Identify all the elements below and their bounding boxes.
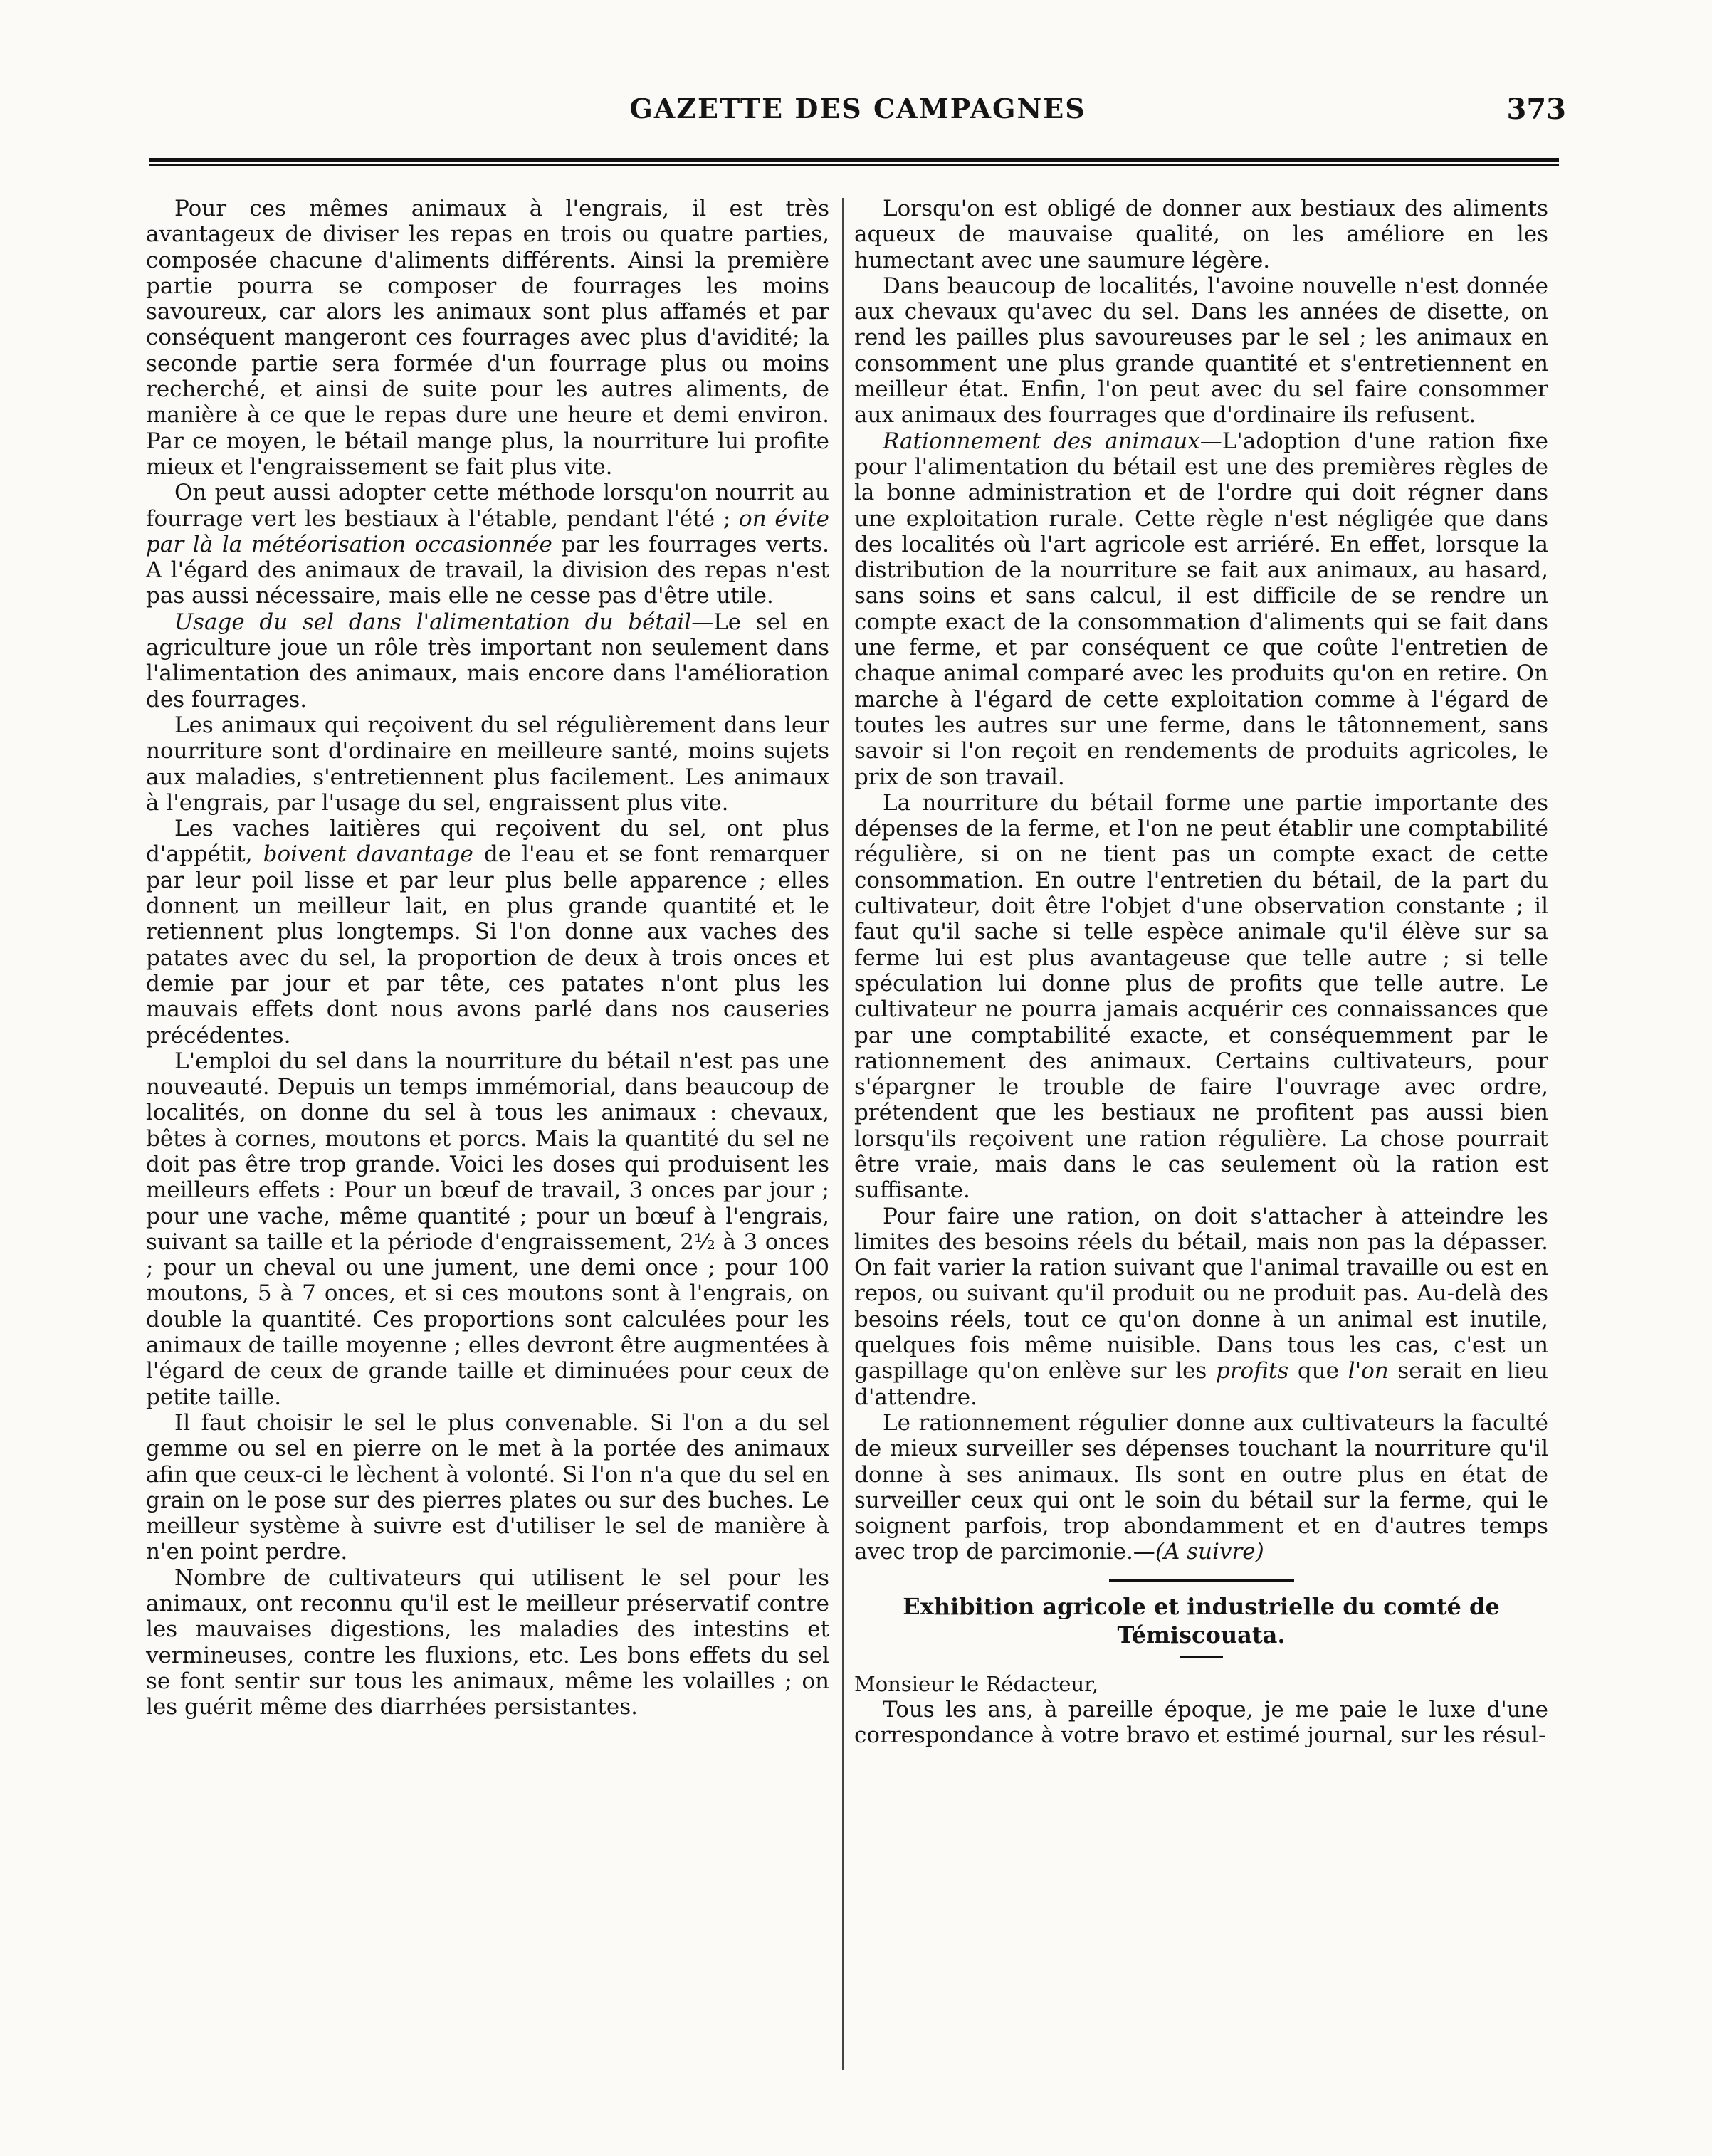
header-double-rule [149, 158, 1559, 166]
paragraph: Usage du sel dans l'alimentation du bétail—Le sel en agriculture joue un rôle très important non seulement dans l'alimentation des animaux, mais encore dans l'amélioration des fourrages. [146, 609, 829, 712]
right-column [854, 196, 1548, 2088]
paragraph: On peut aussi adopter cette méthode lorsqu'on nourrit au fourrage vert les bestiaux à l'étable, pendant l'été ; on évite par là la météorisation occasionnée par les fourrages verts. A l'égard des animaux de travail, la division des repas n'est pas aussi nécessaire, mais elle ne cesse pas d'être utile. [146, 480, 830, 609]
paragraph: L'emploi du sel dans la nourriture du bétail n'est pas une nouveauté. Depuis un temps immémorial, dans beaucoup de localités, on donne du sel à tous les animaux : chevaux, bêtes à cornes, moutons et porcs. Mais la quantité du sel ne doit pas être trop grande. Voici les doses qui produisent les meilleurs effets : Pour un bœuf de travail, 3 onces par jour ; pour une vache, même quantité ; pour un bœuf à l'engrais, suivant sa taille et la période d'engraissement, 2½ à 3 onces ; pour un cheval ou une jument, une demi once ; pour 100 moutons, 5 à 7 onces, et si ces moutons sont à l'engrais, on double la quantité. Ces proportions sont calculées pour les animaux de taille moyenne ; elles devront être augmentées à l'égard de ceux de grande taille et diminuées pour ceux de petite taille. [146, 1048, 829, 1410]
paragraph: Nombre de cultivateurs qui utilisent le sel pour les animaux, ont reconnu qu'il est le meilleur préservatif contre les mauvaises digestions, les maladies des intestins et vermineuses, contre les fluxions, etc. Les bons effets du sel se font sentir sur tous les animaux, même les volailles ; on les guérit même des diarrhées persistantes. [146, 1565, 829, 1720]
salutation: Monsieur le Rédacteur, [854, 1671, 1099, 1696]
section-run-in-title: Usage du sel dans l'alimentation du bétail [174, 609, 692, 635]
page-title: GAZETTE DES CAMPAGNES [629, 93, 1086, 125]
paragraph: Les animaux qui reçoivent du sel régulièrement dans leur nourriture sont d'ordinaire en meilleure santé, moins sujets aux maladies, s'entretiennent plus facilement. Les animaux à l'engrais, par l'usage du sel, engraissent plus vite. [146, 712, 829, 816]
paragraph: Pour ces mêmes animaux à l'engrais, il est très avantageux de diviser les repas en trois ou quatre parties, composée chacune d'aliments différents. Ainsi la première partie pourra se composer de fourrages les moins savoureux, car alors les animaux sont plus affamés et par conséquent mangeront ces fourrages avec plus d'avidité; la seconde partie sera formée d'un fourrage plus ou moins recherché, et ainsi de suite pour les autres aliments, de manière à ce que le repas dure une heure et demi environ. Par ce moyen, le bétail mange plus, la nourriture lui profite mieux et l'engraissement se fait plus vite. [146, 196, 829, 480]
paragraph: Les vaches laitières qui reçoivent du sel, ont plus d'appétit, boivent davantage de l'eau et se font remarquer par leur poil lisse et par leur plus belle apparence ; elles donnent un meilleur lait, en plus grande quantité et le retiennent plus longtemps. Si l'on donne aux vaches des patates avec du sel, la proportion de deux à trois onces et demie par jour et par tête, ces patates n'ont plus les mauvais effets dont nous avons parlé dans nos causeries précédentes. [146, 816, 829, 1048]
paragraph: Tous les ans, à pareille époque, je me paie le luxe d'une correspondance à votre bravo et estimé journal, sur les résul- [854, 1697, 1548, 1749]
paragraph: Rationnement des animaux—L'adoption d'une ration fixe pour l'alimentation du bétail est une des premières règles de la bonne administration et de l'ordre qui doit régner dans une exploitation rurale. Cette règle n'est négligée que dans des localités où l'art agricole est arriéré. En effet, lorsque la distribution de la nourriture se fait aux animaux, au hasard, sans soins et sans calcul, il est difficile de se rendre un compte exact de la consommation d'aliments qui se fait dans une ferme, et par conséquent ce que coûte l'entretien de chaque animal comparé avec les produits qu'on en retire. On marche à l'égard de cette exploitation comme à l'égard de toutes les autres sur une ferme, dans le tâtonnement, sans savoir si l'on reçoit en rendements de produits agricoles, le prix de son travail. [854, 428, 1548, 790]
section-rule [1109, 1579, 1294, 1582]
heading-dash [1180, 1656, 1223, 1658]
section-heading: Exhibition agricole et industrielle du comté de Témiscouata. [903, 1592, 1500, 1648]
paragraph: La nourriture du bétail forme une partie importante des dépenses de la ferme, et l'on ne peut établir une comptabilité régulière, si on ne tient pas un compte exact de cette consommation. En outre l'entretien du bétail, de la part du cultivateur, doit être l'objet d'une observation constante ; il faut qu'il sache si telle espèce animale qu'il élève sur sa ferme lui est plus avantageuse que telle autre ; si telle spéculation lui donne plus de profits que telle autre. Le cultivateur ne pourra jamais acquérir ces connaissances que par une comptabilité exacte, et conséquemment par le rationnement des animaux. Certains cultivateurs, pour s'épargner le trouble de faire l'ouvrage avec ordre, prétendent que les bestiaux ne profitent pas aussi bien lorsqu'ils reçoivent une ration régulière. La chose pourrait être vraie, mais dans le cas seulement où la ration est suffisante. [854, 789, 1548, 1204]
column-divider [842, 198, 844, 2070]
running-head [149, 93, 1566, 135]
page-number: 373 [1506, 93, 1566, 126]
paragraph: Dans beaucoup de localités, l'avoine nouvelle n'est donnée aux chevaux qu'avec du sel. Dans les années de disette, on rend les pailles plus savoureuses par le sel ; les animaux en consomment une plus grande quantité et s'entretiennent en meilleur état. Enfin, l'on peut avec du sel faire consommer aux animaux des fourrages que d'ordinaire ils refusent. [854, 273, 1548, 428]
paragraph: Le rationnement régulier donne aux cultivateurs la faculté de mieux surveiller ses dépenses touchant la nourriture qu'il donne à ses animaux. Ils sont en outre plus en état de surveiller ceux qui ont le soin du bétail sur la ferme, qui le soignent parfois, trop abondamment et en d'autres temps avec trop de parcimonie.—(A suivre) [854, 1409, 1548, 1565]
paragraph: Lorsqu'on est obligé de donner aux bestiaux des aliments aqueux de mauvaise qualité, on les améliore en les humectant avec une saumure légère. [854, 196, 1548, 273]
section-run-in-title: Rationnement des animaux [883, 428, 1200, 454]
paragraph: Il faut choisir le sel le plus convenable. Si l'on a du sel gemme ou sel en pierre on le met à la portée des animaux afin que ceux-ci le lèchent à volonté. Si l'on n'a que du sel en grain on le pose sur des pierres plates ou sur des buches. Le meilleur système à suivre est d'utiliser le sel de manière à n'en point perdre. [146, 1409, 829, 1565]
left-column [146, 196, 829, 2088]
paragraph: Pour faire une ration, on doit s'attacher à atteindre les limites des besoins réels du bétail, mais non pas la dépasser. On fait varier la ration suivant que l'animal travaille ou est en repos, ou suivant qu'il produit ou ne produit pas. Au-delà des besoins réels, tout ce qu'on donne à un animal est inutile, quelques fois même nuisible. Dans tous les cas, c'est un gaspillage qu'on enlève sur les profits que l'on serait en lieu d'attendre. [854, 1203, 1548, 1410]
